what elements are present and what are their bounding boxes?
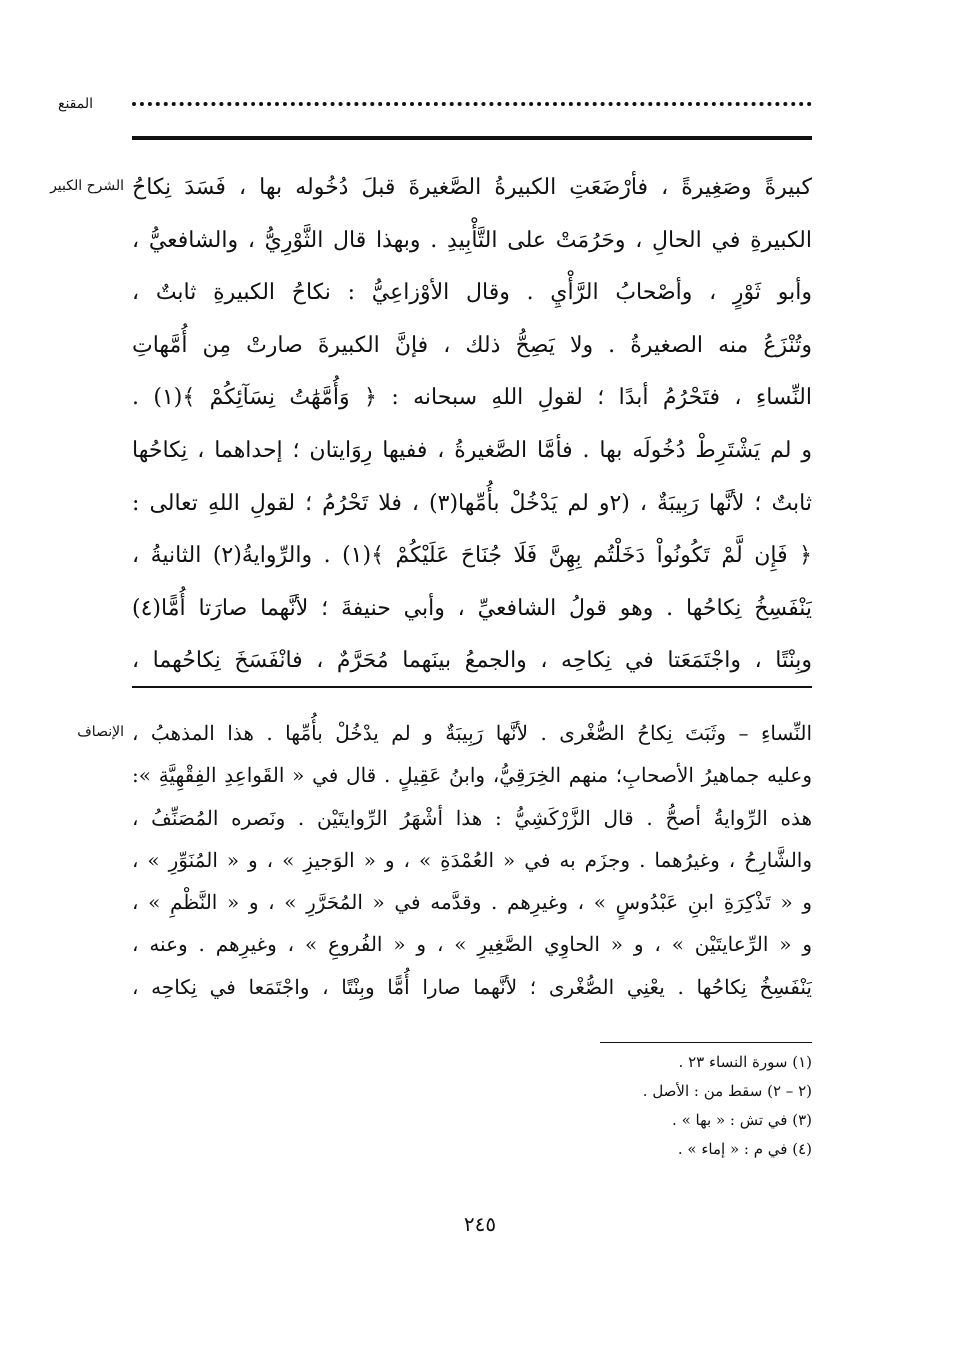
sharh-text-block — [132, 162, 812, 688]
insaf-line: و « الرِّعايتَيْن » ، و « الحاوِي الصَّغِيرِ » ، و « الفُروعِ » ، وغيرِهم . وعنه ، — [132, 932, 812, 957]
insaf-line: وعليه جماهيرُ الأصحابِ؛ منهم الخِرَقِيُّ، وابنُ عَقِيلٍ . قال في « القَواعِدِ الفِقْهِيَّةِ »: — [132, 763, 812, 788]
insaf-line: النِّساءِ – وثَبَتَ نِكاحُ الصُّغْرى . لأنَّها رَبِيبَةٌ و لم يدْخُلْ بأُمِّها . هذا المذهبُ ، — [132, 721, 812, 745]
insaf-line: والشَّارِحُ ، وغيرُهما . وجزَم به في « العُمْدَةِ » ، و « الوَجيزِ » ، و « المُنَوِّرِ » ، — [132, 847, 812, 872]
sharh-line: كبيرةً وصَغِيرةً ، فأرْضَعَتِ الكبيرةُ الصَّغيرةَ قبلَ دُخُوله بها ، فَسَدَ نِكاحُ — [132, 175, 812, 200]
footnote: (٤) في م : « إماء » . — [677, 1140, 812, 1158]
sharh-line: ﴿ فَإِن لَّمْ تَكُونُواْ دَخَلْتُم بِهِنَّ فَلَا جُنَاحَ عَلَيْكُمْ ﴾(١) . والرِّوايةُ(٢) الثانيةُ ، — [132, 543, 812, 569]
page-number: ٢٤٥ — [463, 1212, 497, 1236]
sharh-line: و لم يَشْتَرِطْ دُخُولَه بها . فأمَّا الصَّغيرةُ ، ففيها رِوَايتان ؛ إحداهما ، نِكاحُها — [132, 437, 812, 463]
insaf-section-label: الإنصاف — [77, 724, 124, 740]
insaf-line: يَنْفَسِخُ نِكاحُها . يعْنِي الصُّغْرى ؛ لأنَّهما صارا أُمًّا وبِنْتًا ، واجْتَمَعا في نِكاحِه ، — [132, 974, 812, 999]
footnotes — [500, 1048, 812, 1164]
book-title: المقنع — [58, 96, 94, 112]
footnote: (٢ – ٢) سقط من : الأصل . — [642, 1082, 812, 1100]
section-divider — [132, 686, 812, 688]
sharh-line: وبِنْتًا ، واجْتَمَعَتا في نِكاحِه ، والجمعُ بينَهما مُحَرَّمٌ ، فانْفَسَخَ نِكاحُهما ، — [132, 648, 812, 674]
sharh-line: يَنْفَسِخُ نِكاحُها . وهو قولُ الشافعيِّ ، وأبي حنيفةَ ؛ لأنَّهما صارَتا أُمًّا(٤) — [132, 595, 812, 621]
sharh-line: وأبو ثَوْرٍ ، وأصْحابُ الرَّأْيِ . وقال الأوْزاعِيُّ : نكاحُ الكبيرةِ ثابتٌ ، — [132, 280, 812, 306]
footnote: (٣) في تش : « بها » . — [672, 1111, 812, 1129]
insaf-line: هذه الرِّوايةُ أصحُّ . قال الزَّرْكَشِيُّ : هذا أشْهَرُ الرِّوايتَيْن . ونَصره المُصَنِّفُ ، — [132, 805, 812, 830]
insaf-text-block — [132, 712, 812, 1008]
header-rule — [132, 136, 812, 140]
sharh-line: ثابتٌ ؛ لأنَّها رَبِيبَةٌ ، (٢و لم يَدْخُلْ بأُمِّها(٣) ، فلا تَحْرُمُ ؛ لقولِ اللهِ تعالى : — [132, 490, 812, 516]
sharh-section-label: الشرح الكبير — [50, 178, 124, 194]
header-dotted-rule — [132, 102, 812, 106]
footnote: (١) سورة النساء ٢٣ . — [678, 1053, 812, 1071]
insaf-line: و « تَذْكِرَةِ ابنِ عَبْدُوسٍ » ، وغيرِهم . وقدَّمه في « المُحَرَّرِ » ، و « النَّظْمِ » ، — [132, 890, 812, 915]
sharh-line: وتُنْزَعُ منه الصغيرةُ . ولا يَصِحُّ ذلك ، فإنَّ الكبيرةَ صارتْ مِن أُمَّهاتِ — [132, 332, 812, 358]
sharh-line: الكبيرةِ في الحالِ ، وحَرُمَتْ على التَّأْبِيدِ . وبهذا قال الثَّوْرِيُّ ، والشافعيُّ ، — [132, 227, 812, 253]
sharh-line: النِّساءِ ، فتَحْرُمُ أبدًا ؛ لقولِ اللهِ سبحانه : ﴿ وَأُمَّهَٰتُ نِسَآئِكُمْ ﴾(١) . — [132, 385, 812, 411]
footnote-rule — [600, 1042, 812, 1043]
